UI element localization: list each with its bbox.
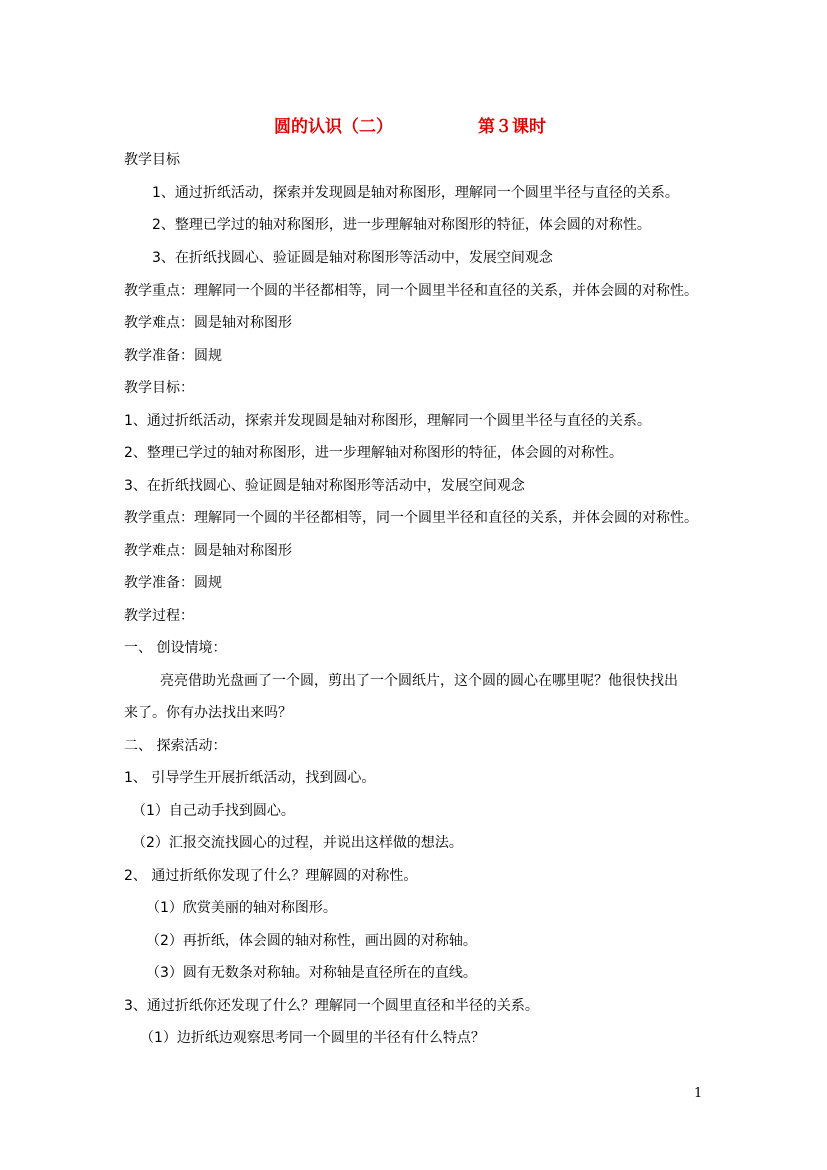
text-line: 1、 引导学生开展折纸活动，找到圆心。 <box>124 770 376 786</box>
text-line: 3、在折纸找圆心、验证圆是轴对称图形等活动中，发展空间观念 <box>124 478 525 494</box>
text-line: （1）边折纸边观察思考同一个圆里的半径有什么特点？ <box>140 1030 485 1046</box>
lesson-title: 圆的认识（二） <box>274 117 393 137</box>
text-line: 二、 探索活动： <box>124 738 227 754</box>
text-line: （1）欣赏美丽的轴对称图形。 <box>146 900 337 916</box>
text-line: 教学难点：圆是轴对称图形 <box>124 543 292 559</box>
text-line: 教学重点：理解同一个圆的半径都相等，同一个圆里半径和直径的关系，并体会圆的对称性。 <box>124 510 698 526</box>
text-line: 教学准备：圆规 <box>124 575 222 591</box>
text-line: 教学准备：圆规 <box>124 348 222 364</box>
text-line: 教学重点：理解同一个圆的半径都相等，同一个圆里半径和直径的关系，并体会圆的对称性。 <box>124 283 698 299</box>
text-line: 教学难点：圆是轴对称图形 <box>124 315 292 331</box>
text-line: 2、整理已学过的轴对称图形，进一步理解轴对称图形的特征，体会圆的对称性。 <box>124 445 623 461</box>
text-line: （3）圆有无数条对称轴。对称轴是直径所在的直线。 <box>146 965 477 981</box>
text-line: 一、 创设情境： <box>124 640 227 656</box>
text-line: 亮亮借助光盘画了一个圆，剪出了一个圆纸片，这个圆的圆心在哪里呢？他很快找出 <box>160 673 678 689</box>
text-line: 1、通过折纸活动，探索并发现圆是轴对称图形，理解同一个圆里半径与直径的关系。 <box>152 185 679 201</box>
text-line: 2、 通过折纸你发现了什么？理解圆的对称性。 <box>124 868 418 884</box>
text-line: （2）汇报交流找圆心的过程，并说出这样做的想法。 <box>132 835 463 851</box>
lesson-period: 第３课时 <box>478 117 546 137</box>
text-line: 2、整理已学过的轴对称图形，进一步理解轴对称图形的特征，体会圆的对称性。 <box>152 217 651 233</box>
page-number: 1 <box>694 1086 703 1101</box>
text-line: 教学目标 <box>124 152 180 168</box>
text-line: 3、在折纸找圆心、验证圆是轴对称图形等活动中，发展空间观念 <box>152 250 553 266</box>
text-line: 1、通过折纸活动，探索并发现圆是轴对称图形，理解同一个圆里半径与直径的关系。 <box>124 413 651 429</box>
text-line: 3、通过折纸你还发现了什么？理解同一个圆里直径和半径的关系。 <box>124 998 539 1014</box>
text-line: 教学目标： <box>124 380 194 396</box>
text-line: 来了。你有办法找出来吗？ <box>124 705 292 721</box>
text-line: 教学过程： <box>124 608 194 624</box>
text-line: （2）再折纸，体会圆的轴对称性，画出圆的对称轴。 <box>146 933 477 949</box>
text-line: （1）自己动手找到圆心。 <box>132 803 295 819</box>
